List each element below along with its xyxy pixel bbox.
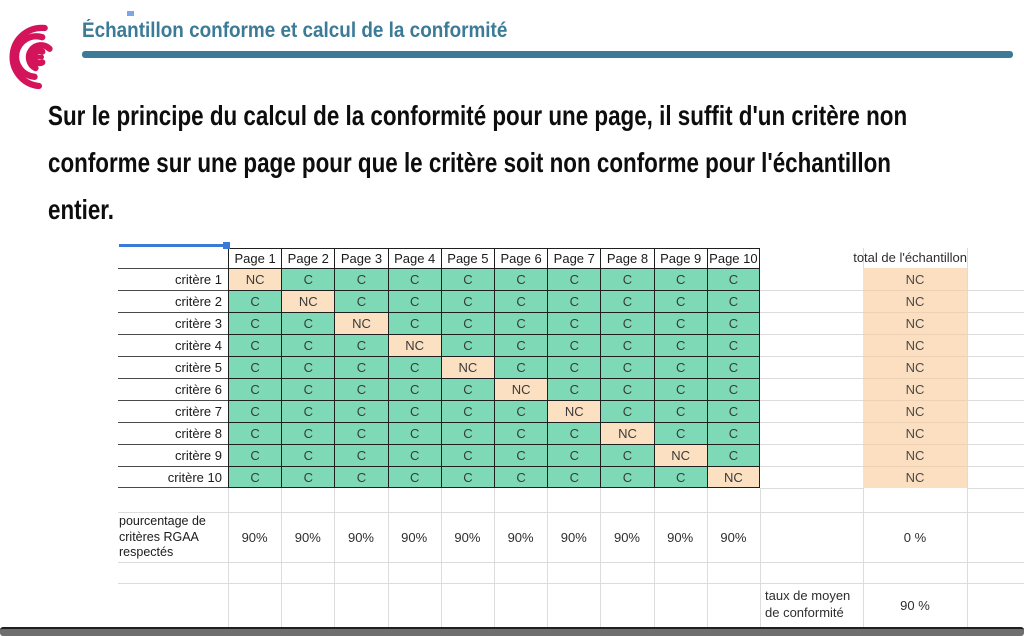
conformity-cell[interactable]: C [228,466,281,488]
pct-cell[interactable]: 90% [560,529,587,545]
selection-fill-handle[interactable] [223,242,230,249]
conformity-cell[interactable]: C [441,444,494,466]
conformity-cell[interactable]: C [654,312,707,334]
conformity-cell[interactable]: C [441,466,494,488]
conformity-cell[interactable]: C [547,268,600,290]
total-cell[interactable]: NC [863,356,967,378]
page-header[interactable]: Page 1 [228,248,281,268]
conformity-cell[interactable]: C [600,268,653,290]
conformity-cell[interactable]: C [600,466,653,488]
conformity-cell[interactable]: C [228,334,281,356]
conformity-cell[interactable]: C [281,334,334,356]
conformity-cell[interactable]: NC [600,422,653,444]
gridline [760,378,863,379]
conformity-cell[interactable]: C [281,466,334,488]
criterion-label[interactable]: critère 3 [118,312,228,334]
page-header[interactable]: Page 9 [654,248,707,268]
conformity-cell[interactable]: C [334,334,387,356]
gridline [967,356,1024,357]
conformity-cell[interactable]: C [388,378,441,400]
conformity-cell[interactable]: C [600,356,653,378]
total-cell[interactable]: NC [863,466,967,488]
conformity-cell[interactable]: NC [654,444,707,466]
conformity-cell[interactable]: C [441,378,494,400]
gridline [967,312,1024,313]
total-cell[interactable]: NC [863,378,967,400]
conformity-cell[interactable]: C [654,466,707,488]
intro-line-3: entier. [48,194,114,225]
conformity-cell[interactable]: C [388,290,441,312]
conformity-cell[interactable]: C [494,444,547,466]
conformity-cell[interactable]: C [494,422,547,444]
conformity-cell[interactable]: NC [441,356,494,378]
conformity-cell[interactable]: C [547,422,600,444]
conformity-cell[interactable]: C [388,356,441,378]
conformity-cell[interactable]: C [388,466,441,488]
conformity-cell[interactable]: C [281,356,334,378]
gridline [967,422,1024,423]
total-cell[interactable]: NC [905,271,925,287]
gridline [760,444,863,445]
conformity-cell[interactable]: C [228,378,281,400]
gridline [760,400,863,401]
conformity-cell[interactable]: C [334,466,387,488]
conformity-cell[interactable]: NC [228,268,281,290]
conformity-cell[interactable]: C [707,290,760,312]
rate-label: taux de moyen de conformité [765,588,851,620]
conformity-cell[interactable]: C [707,312,760,334]
pct-total-cell[interactable]: 0 % [903,529,927,545]
conformity-cell[interactable]: C [707,378,760,400]
conformity-cell[interactable]: C [441,422,494,444]
gridline [760,488,863,489]
gridline [967,466,1024,467]
selection-artifact [127,11,134,16]
gridline [967,400,1024,401]
conformity-cell[interactable]: C [334,290,387,312]
page-header[interactable]: Page 4 [388,248,441,268]
total-cell[interactable]: NC [863,422,967,444]
conformity-cell[interactable]: C [494,466,547,488]
conformity-cell[interactable]: C [281,312,334,334]
conformity-cell[interactable]: C [441,290,494,312]
conformity-cell[interactable]: C [600,290,653,312]
conformity-cell[interactable]: C [281,400,334,422]
pct-cell[interactable]: 90% [507,529,534,545]
conformity-cell[interactable]: C [494,400,547,422]
page-title: Échantillon conforme et calcul de la conformité [82,19,508,42]
gridline [760,334,863,335]
conformity-cell[interactable]: C [334,268,387,290]
conformity-cell[interactable]: C [334,422,387,444]
conformity-cell[interactable]: C [547,378,600,400]
pct-cell[interactable]: 90% [613,529,640,545]
criterion-label[interactable]: critère 5 [118,356,228,378]
pct-cell[interactable]: 90% [454,529,481,545]
total-column [863,268,967,488]
conformity-cell[interactable]: C [547,356,600,378]
conformity-cell[interactable]: C [228,290,281,312]
conformity-cell[interactable]: C [228,312,281,334]
gridline [760,312,863,313]
conformity-cell[interactable]: NC [388,334,441,356]
gridline [118,562,1024,563]
gridline [760,356,863,357]
pct-cell[interactable]: 90% [347,529,374,545]
gridline [967,444,1024,445]
total-cell[interactable]: NC [863,290,967,312]
gridline [760,422,863,423]
conformity-cell[interactable]: C [707,334,760,356]
conformity-cell[interactable]: NC [547,400,600,422]
total-column-header: total de l'échantillon [853,250,967,265]
conformity-cell[interactable]: C [707,422,760,444]
conformity-cell[interactable]: C [494,334,547,356]
page-header[interactable]: Page 7 [547,248,600,268]
criterion-label[interactable]: critère 9 [118,444,228,466]
conformity-cell[interactable]: C [547,312,600,334]
conformity-cell[interactable]: C [281,422,334,444]
gridline [760,290,863,291]
criterion-label[interactable]: critère 10 [118,466,228,488]
total-cell[interactable]: NC [863,444,967,466]
gridline [760,488,761,628]
page-header[interactable]: Page 3 [334,248,387,268]
total-cell[interactable]: NC [863,334,967,356]
conformity-cell[interactable]: C [388,268,441,290]
pct-row-label: pourcentage de critères RGAA respectés [119,514,206,559]
gridline [967,334,1024,335]
page-header[interactable]: Page 10 [707,248,760,268]
conformity-cell[interactable]: C [228,356,281,378]
conformity-cell[interactable]: C [494,356,547,378]
conformity-cell[interactable]: C [654,268,707,290]
criterion-label[interactable]: critère 8 [118,422,228,444]
conformity-cell[interactable]: C [334,400,387,422]
gridline [967,248,968,628]
pct-cell[interactable]: 90% [241,529,268,545]
conformity-cell[interactable]: NC [707,466,760,488]
pct-cell[interactable]: 90% [294,529,321,545]
page-header[interactable]: Page 2 [281,248,334,268]
conformity-cell[interactable]: C [654,356,707,378]
conformity-cell[interactable]: C [654,422,707,444]
conformity-cell[interactable]: C [654,400,707,422]
conformity-cell[interactable]: C [494,290,547,312]
conformity-cell[interactable]: C [441,268,494,290]
conformity-cell[interactable]: C [654,334,707,356]
conformity-cell[interactable]: C [494,268,547,290]
conformity-cell[interactable]: C [600,378,653,400]
conformity-cell[interactable]: C [441,400,494,422]
pct-cell[interactable]: 90% [401,529,428,545]
criterion-label[interactable]: critère 7 [118,400,228,422]
cell-selection-border [119,244,226,247]
conformity-cell[interactable]: C [388,400,441,422]
conformity-cell[interactable]: C [707,400,760,422]
conformity-cell[interactable]: C [600,312,653,334]
conformity-cell[interactable]: NC [494,378,547,400]
conformity-cell[interactable]: C [334,378,387,400]
conformity-cell[interactable]: NC [334,312,387,334]
conformity-cell[interactable]: NC [281,290,334,312]
conformity-cell[interactable]: C [281,444,334,466]
conformity-cell[interactable]: C [228,422,281,444]
conformity-cell[interactable]: C [707,356,760,378]
title-underline [82,51,1013,58]
conformity-cell[interactable]: C [547,444,600,466]
conformity-cell[interactable]: C [707,444,760,466]
conformity-cell[interactable]: C [228,400,281,422]
gridline [967,488,1024,489]
pct-cell[interactable]: 90% [667,529,694,545]
conformity-cell[interactable]: C [547,466,600,488]
bottom-scrollbar[interactable] [0,627,1024,636]
conformity-cell[interactable]: C [494,312,547,334]
total-cell[interactable]: NC [863,400,967,422]
conformity-cell[interactable]: C [334,356,387,378]
page-header[interactable]: Page 6 [494,248,547,268]
conformity-cell[interactable]: C [281,378,334,400]
conformity-cell[interactable]: C [388,444,441,466]
conformity-cell[interactable]: C [334,444,387,466]
conformity-cell[interactable]: C [388,312,441,334]
conformity-cell[interactable]: C [600,334,653,356]
total-cell[interactable]: NC [863,312,967,334]
gridline [760,466,863,467]
page-header[interactable]: Page 5 [441,248,494,268]
conformity-cell[interactable]: C [600,444,653,466]
intro-line-1: Sur le principe du calcul de la conformité pour une page, il suffit d'un critère non [48,100,908,131]
conformity-cell[interactable]: C [707,268,760,290]
criterion-label[interactable]: critère 2 [118,290,228,312]
conformity-cell[interactable]: C [600,400,653,422]
conformity-cell[interactable]: C [281,268,334,290]
criterion-label[interactable]: critère 1 [118,268,228,290]
criterion-label[interactable]: critère 6 [118,378,228,400]
conformity-cell[interactable]: C [228,444,281,466]
pct-cell[interactable]: 90% [720,529,747,545]
conformity-cell[interactable]: C [441,312,494,334]
conformity-cell[interactable]: C [547,290,600,312]
criterion-label[interactable]: critère 4 [118,334,228,356]
gridline [967,378,1024,379]
conformity-cell[interactable]: C [388,422,441,444]
access42-logo-icon [6,14,64,100]
page-header[interactable]: Page 8 [600,248,653,268]
gridline [967,290,1024,291]
rate-value-cell[interactable]: 90 % [900,598,930,613]
conformity-cell[interactable]: C [654,290,707,312]
intro-line-2: conforme sur une page pour que le critère soit non conforme pour l'échantillon [48,147,891,178]
conformity-cell[interactable]: C [654,378,707,400]
conformity-cell[interactable]: C [441,334,494,356]
conformity-cell[interactable]: C [547,334,600,356]
